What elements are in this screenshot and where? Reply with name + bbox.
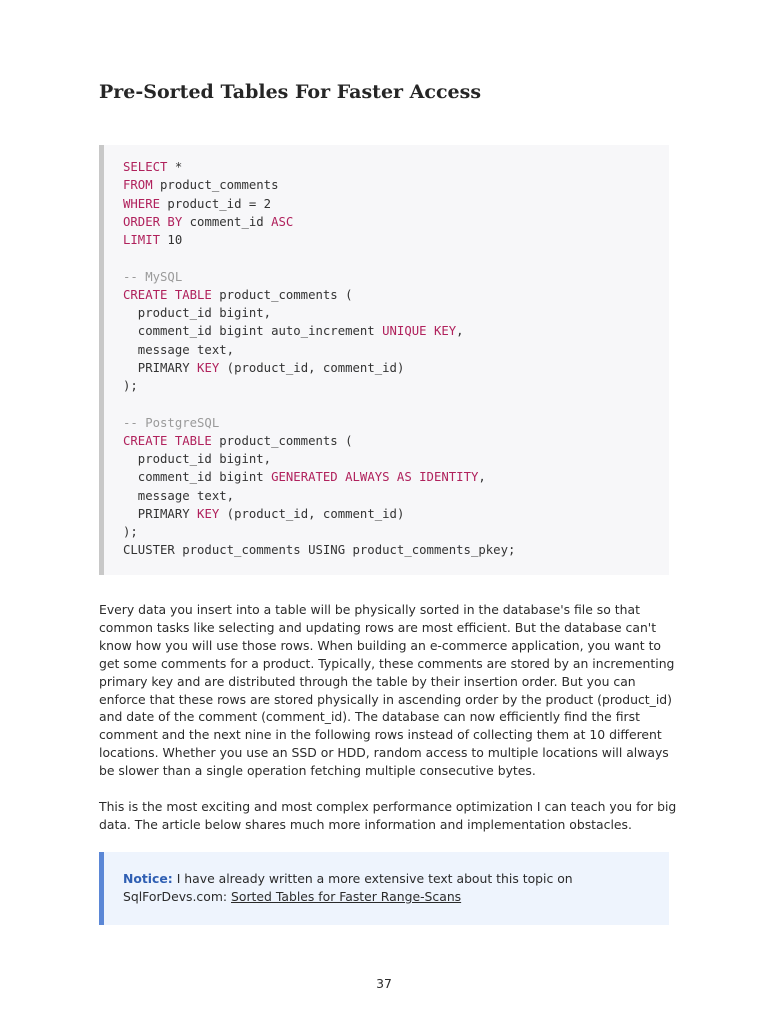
code-keyword: WHERE bbox=[123, 196, 161, 211]
code-line bbox=[123, 395, 669, 413]
code-keyword: CREATE TABLE bbox=[123, 287, 212, 302]
code-text: PRIMARY bbox=[123, 360, 198, 375]
code-line bbox=[123, 487, 669, 505]
code-line bbox=[123, 286, 669, 304]
paragraph-line: locations. Whether you use an SSD or HDD, random access to multiple locations will always bbox=[99, 745, 669, 761]
code-line bbox=[123, 322, 669, 340]
code-text: product_comments ( bbox=[211, 287, 353, 302]
code-text: (product_id, comment_id) bbox=[219, 360, 405, 375]
paragraph-line: be slower than a single operation fetching multiple consecutive bytes. bbox=[99, 763, 536, 779]
code-text: , bbox=[456, 324, 464, 339]
code-line bbox=[123, 523, 669, 541]
code-comment: -- PostgreSQL bbox=[123, 415, 220, 430]
code-line bbox=[123, 432, 669, 450]
code-keyword: FROM bbox=[123, 178, 153, 193]
code-block bbox=[99, 145, 669, 575]
notice-link-prefix: SqlForDevs.com: bbox=[123, 889, 232, 904]
code-line bbox=[123, 268, 669, 286]
code-line bbox=[123, 231, 669, 249]
code-keyword: SELECT bbox=[123, 160, 168, 174]
code-text: product_comments ( bbox=[211, 433, 353, 448]
paragraph-line: primary key and are distributed through the table by their insertion order. But you can bbox=[99, 673, 636, 689]
body-paragraph-sorted-storage bbox=[99, 601, 674, 780]
code-line bbox=[123, 213, 669, 231]
code-keyword: CREATE TABLE bbox=[123, 433, 212, 448]
code-text: PRIMARY bbox=[123, 506, 198, 521]
code-text: product_comments bbox=[152, 178, 279, 193]
code-text: ); bbox=[123, 379, 138, 393]
code-text: 10 bbox=[160, 233, 183, 247]
code-text: comment_id bigint auto_increment bbox=[123, 324, 383, 339]
code-text: ); bbox=[123, 525, 138, 539]
code-text: product_id bigint, bbox=[123, 452, 272, 466]
code-comment: -- MySQL bbox=[123, 269, 183, 284]
paragraph-line: This is the most exciting and most complex performance optimization I can teach you for big bbox=[99, 799, 677, 814]
code-line bbox=[123, 176, 669, 194]
code-text: message text, bbox=[123, 488, 235, 503]
code-line bbox=[123, 468, 669, 486]
code-keyword: ASC bbox=[271, 214, 294, 229]
code-line bbox=[123, 158, 669, 176]
paragraph-line: Every data you insert into a table will be physically sorted in the database's file so that bbox=[99, 602, 640, 617]
paragraph-line: enforce that these rows are stored physically in ascending order by the product (product_id) bbox=[99, 691, 672, 707]
code-text: CLUSTER product_comments USING product_comments_pkey; bbox=[123, 543, 516, 558]
code-line bbox=[123, 359, 669, 377]
notice-label: Notice: bbox=[123, 871, 173, 886]
code-text: message text, bbox=[123, 342, 235, 357]
notice-line-1 bbox=[123, 870, 669, 888]
paragraph-line: and date of the comment (comment_id). The database can now efficiently find the first bbox=[99, 709, 640, 725]
notice-callout bbox=[99, 852, 669, 925]
paragraph-line: get some comments for a product. Typically, these comments are stored by an incrementing bbox=[99, 655, 675, 671]
notice-link[interactable]: Sorted Tables for Faster Range-Scans bbox=[231, 889, 462, 904]
code-line bbox=[123, 377, 669, 395]
paragraph-line: data. The article below shares much more information and implementation obstacles. bbox=[99, 816, 632, 832]
code-line bbox=[123, 249, 669, 267]
code-line bbox=[123, 414, 669, 432]
paragraph-line: common tasks like selecting and updating rows are most efficient. But the database can't bbox=[99, 619, 657, 635]
code-text: comment_id bbox=[182, 214, 272, 229]
code-keyword: KEY bbox=[197, 506, 220, 521]
code-keyword: UNIQUE KEY bbox=[382, 324, 457, 339]
paragraph-line: know how you will use those rows. When building an e-commerce application, you want to bbox=[99, 637, 662, 653]
code-line bbox=[123, 195, 669, 213]
code-keyword: GENERATED ALWAYS AS IDENTITY bbox=[271, 470, 479, 485]
page-number: 37 bbox=[376, 976, 392, 991]
notice-line-2 bbox=[123, 888, 669, 906]
code-text: * bbox=[167, 160, 183, 174]
code-text: product_id bigint, bbox=[123, 306, 272, 320]
paragraph-line: comment and the next nine in the following rows instead of collecting them at 10 different bbox=[99, 727, 662, 743]
code-line bbox=[123, 541, 669, 559]
code-keyword: KEY bbox=[197, 360, 220, 375]
code-text: (product_id, comment_id) bbox=[219, 506, 405, 521]
code-line bbox=[123, 505, 669, 523]
code-text: , bbox=[478, 470, 486, 485]
code-keyword: LIMIT bbox=[123, 233, 161, 247]
body-paragraph-optimization bbox=[99, 798, 677, 834]
code-text: comment_id bigint bbox=[123, 470, 272, 485]
notice-text: I have already written a more extensive text about this topic on bbox=[172, 871, 573, 886]
code-line bbox=[123, 341, 669, 359]
section-heading: Pre-Sorted Tables For Faster Access bbox=[99, 81, 482, 103]
code-line bbox=[123, 450, 669, 468]
code-keyword: ORDER BY bbox=[123, 214, 183, 229]
code-line bbox=[123, 304, 669, 322]
code-text: product_id = 2 bbox=[160, 196, 272, 211]
